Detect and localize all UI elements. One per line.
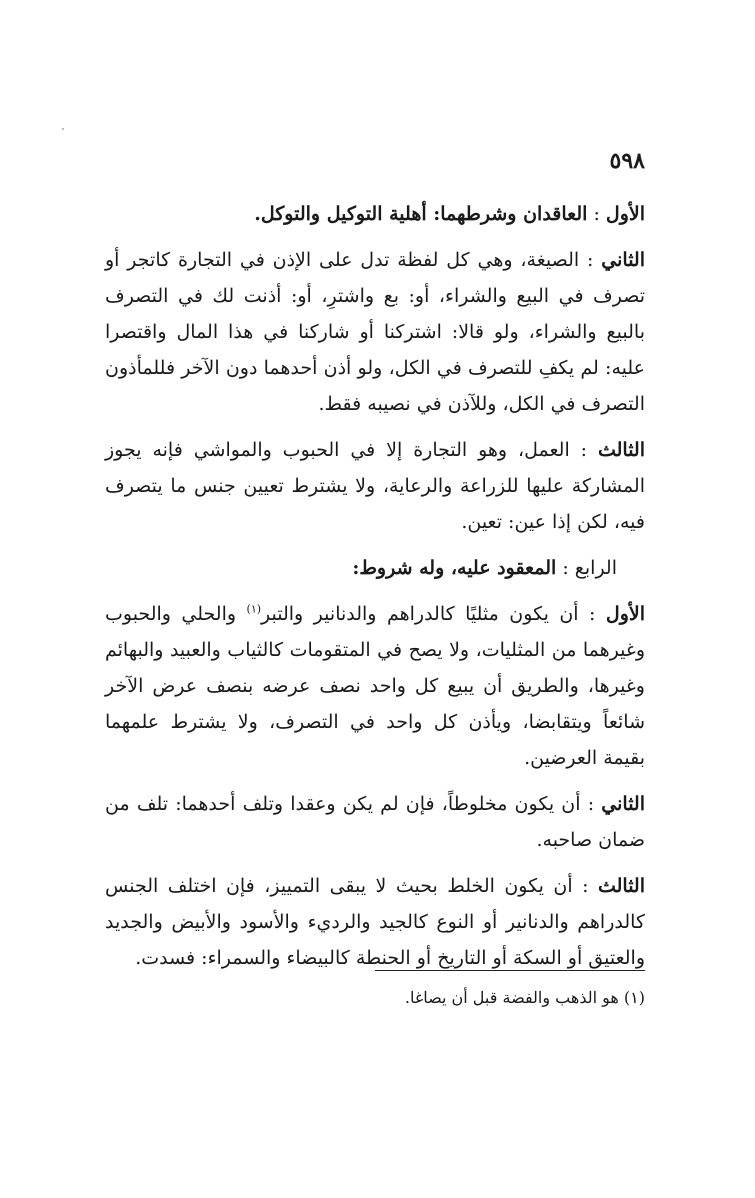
footnote: (١) هو الذهب والفضة قبل أن يصاغا. xyxy=(404,988,645,1007)
footnote-divider xyxy=(375,970,645,971)
paragraph-first-pillar xyxy=(105,196,645,232)
paragraph-heading: الأول xyxy=(605,203,645,225)
paragraph-text: والحلي والحبوب وغيرهما من المثليات، ولا يصح في المتقومات كالثياب والعبيد والبهائم وغيرها، والطريق أن يبيع كل واحد نصف عرضه بنصف عرض الآخر شائعاً ويتقابضا، ويأذن كل واحد في التصرف، ولا يشترط علمهما بقيمة العرضين. xyxy=(105,603,645,769)
paragraph-heading: الثالث xyxy=(597,875,645,897)
paragraph-condition-first xyxy=(105,596,645,776)
heading-separator: : xyxy=(587,203,606,225)
paragraph-text: المعقود عليه، وله شروط: xyxy=(352,557,557,579)
paragraph-heading: الرابع xyxy=(574,557,617,579)
paragraph-second-pillar xyxy=(105,242,645,422)
book-page xyxy=(105,0,645,1198)
heading-separator: : xyxy=(556,557,575,579)
page-number: ٥٩٨ xyxy=(609,148,645,174)
paragraph-heading: الثالث xyxy=(597,439,645,461)
heading-separator: : xyxy=(580,793,602,815)
paragraph-condition-third xyxy=(105,868,645,976)
paragraph-fourth-pillar xyxy=(105,550,645,586)
paragraph-heading: الثاني xyxy=(601,793,645,815)
paragraph-text: العاقدان وشرطهما: أهلية التوكيل والتوكل. xyxy=(254,203,588,225)
paragraph-text: الصيغة، وهي كل لفظة تدل على الإذن في التجارة كاتجر أو تصرف في البيع والشراء، أو: بع واشترِ، أو: أذنت لك في التصرف بالبيع والشراء، ولو قالا: اشتركنا أو شاركنا في هذا المال واقتصرا عليه: لم يكفِ للتصرف في الكل، ولو أذن أحدهما دون الآخر فللمأذون التصرف في الكل، وللآذن في نصيبه فقط. xyxy=(105,249,645,415)
body-text xyxy=(105,196,645,986)
paragraph-text-before-note: أن يكون مثليًا كالدراهم والدنانير والتبر xyxy=(261,603,579,625)
paragraph-text: أن يكون الخلط بحيث لا يبقى التمييز، فإن اختلف الجنس كالدراهم والدنانير أو النوع كالجيد والرديء والأسود والأبيض والجديد والعتيق أو السكة أو التاريخ أو الحنطة كالبيضاء والسمراء: فسدت. xyxy=(105,875,645,969)
heading-separator: : xyxy=(579,249,602,271)
paragraph-heading: الثاني xyxy=(601,249,645,271)
paragraph-condition-second xyxy=(105,786,645,858)
paragraph-third-pillar xyxy=(105,432,645,540)
heading-separator: : xyxy=(578,603,606,625)
paragraph-text: العمل، وهو التجارة إلا في الحبوب والمواشي فإنه يجوز المشاركة عليها للزراعة والرعاية، ولا يشترط تعيين جنس ما يتصرف فيه، لكن إذا عين: تعين. xyxy=(105,439,645,533)
footnote-reference[interactable]: (١) xyxy=(246,602,262,616)
paragraph-heading: الأول xyxy=(605,603,645,625)
heading-separator: : xyxy=(569,439,598,461)
paragraph-text: أن يكون مخلوطاً، فإن لم يكن وعقدا وتلف أحدهما: تلف من ضمان صاحبه. xyxy=(105,793,645,851)
heading-separator: : xyxy=(572,875,598,897)
margin-speck xyxy=(62,128,64,130)
